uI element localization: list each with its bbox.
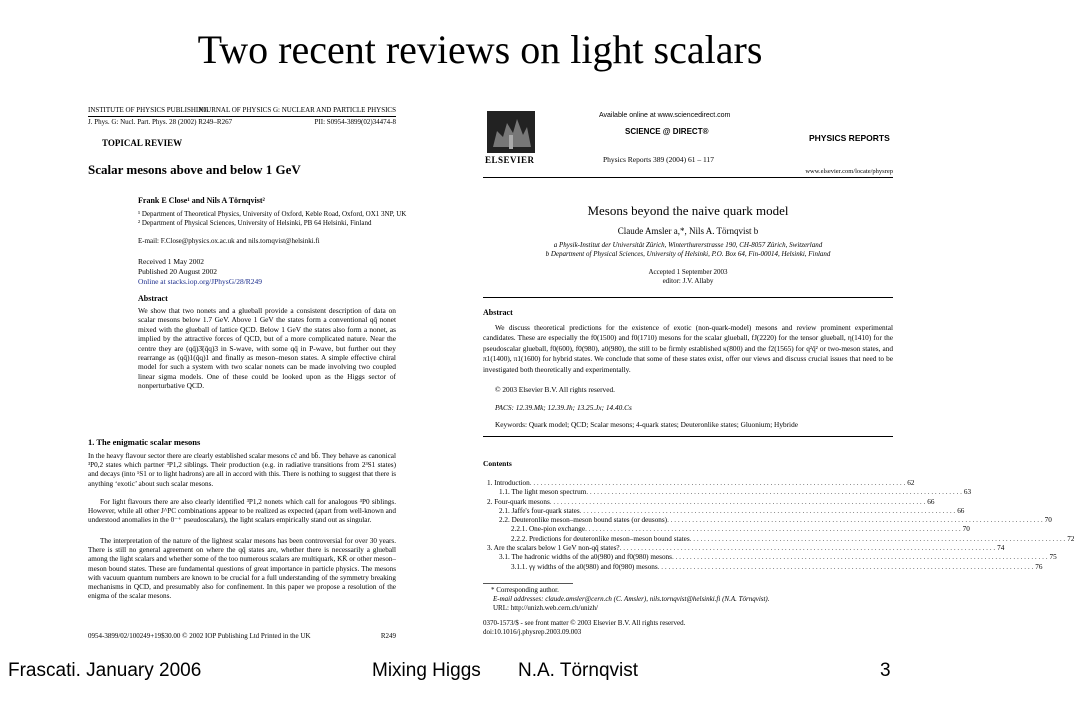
left-header-rule [88, 116, 396, 117]
footer-page-number: 3 [880, 660, 891, 681]
left-pii: PII: S0954-3899(02)34474-8 [314, 118, 396, 126]
toc-row[interactable] [487, 562, 1043, 572]
toc-page: 66 [927, 497, 935, 506]
physics-reports-logo: PHYSICS REPORTS [809, 133, 890, 143]
right-contents-heading: Contents [483, 459, 512, 468]
toc-title: 3.1.1. γγ widths of the a0(980) and f0(980) mesons [511, 562, 658, 571]
right-keywords: Keywords: Quark model; QCD; Scalar mesons; 4-quark states; Deuteronlike states; Gluonium; Hybride [495, 420, 798, 429]
toc-leader-dots: . . . . . . . . . . . . . . . . . . . . . . . . . . . . . . . . . . . . . . . . . . . . . . . . . . . . . . . . . . . . . . . . . . . . . . . . . . . . . . . . . . . . . . . . . . . . . . . . . . . . . . . . . [585, 525, 961, 534]
footer-event: Frascati. January 2006 [8, 660, 202, 681]
left-published: Published 20 August 2002 [138, 267, 217, 276]
toc-page: 70 [962, 525, 970, 534]
right-issn: 0370-1573/$ - see front matter © 2003 Elsevier B.V. All rights reserved. [483, 619, 686, 627]
left-body-para-2: For light flavours there are also clearly identified ³P1,2 nonets which call for analogous ³P0 siblings. However, while all other J^PC combinations appear to be realized as expected (apart from well-known and understood anomalies in the 0⁻⁺ pseudoscalars), the light scalars empirically stand out as singular. [88, 498, 396, 525]
left-journal: JOURNAL OF PHYSICS G: NUCLEAR AND PARTICLE PHYSICS [198, 106, 396, 114]
elsevier-tree-icon [487, 111, 535, 153]
left-affil-2: ² Department of Physical Sciences, University of Helsinki, PB 64 Helsinki, Finland [138, 219, 372, 227]
left-abstract-heading: Abstract [138, 294, 168, 303]
footer-author: N.A. Törnqvist [518, 660, 639, 681]
left-citation: J. Phys. G: Nucl. Part. Phys. 28 (2002) R249–R267 [88, 118, 233, 126]
toc-page: 62 [907, 479, 915, 487]
left-online-link[interactable]: Online at stacks.iop.org/JPhysG/28/R249 [138, 277, 263, 286]
left-paper-title: Scalar mesons above and below 1 GeV [88, 162, 301, 177]
left-received: Received 1 May 2002 [138, 257, 205, 266]
right-abstract: We discuss theoretical predictions for the existence of exotic (non-quark-model) mesons and review prominent experimental candidates. These are especially the f0(1500) and f0(1710) mesons for the scalar glueball, fJ(2220) for the tensor glueball, η(1410) for the pseudoscalar glueball, f0(600), f0(980), a0(980), the still to be firmly established κ(800) and the f2(1565) for q²q̄² or two-meson states, and π1(1400), π1(1600) for hybrid states. We conclude that some of these states exist, offer our views and discuss crucial issues that need to be investigated both theoretically and experimentally. [483, 323, 893, 374]
toc-title: 2.2.1. One-pion exchange [511, 525, 586, 534]
toc-row[interactable] [487, 534, 1074, 544]
left-body-para-1: In the heavy flavour sector there are clearly established scalar mesons cc̄ and bb̄. They behave as canonical ³P0,2 states which partner ³P1,2 siblings. Their production (e.g. in radiative transitions from 2³S1 states) and decays (into ¹S1 or to light hadrons) are all in accord with this. There is nothing to suggest that there is anything ‘exotic’ about such scalar mesons. [88, 452, 396, 488]
right-authors: Claude Amsler a,*, Nils A. Törnqvist b [617, 226, 759, 236]
right-paper-page [483, 105, 1074, 645]
left-page-footer: 0954-3899/02/100249+19$30.00 © 2002 IOP Publishing Ltd Printed in the UK [88, 632, 311, 640]
toc-page: 63 [963, 488, 972, 497]
toc-title: 3. Are the scalars below 1 GeV non-qq̄ states? [487, 544, 620, 553]
footnote-email: E-mail addresses: claude.amsler@cern.ch (C. Amsler), nils.tornqvist@helsinki.fi (N.A. Törnqvist). [493, 595, 770, 603]
right-editor: editor: J.V. Allaby [662, 277, 714, 285]
right-url: www.elsevier.com/locate/physrep [805, 168, 893, 175]
left-section-heading: 1. The enigmatic scalar mesons [88, 437, 201, 447]
left-authors: Frank E Close¹ and Nils A Törnqvist² [138, 196, 265, 205]
left-affil-1: ¹ Department of Theoretical Physics, University of Oxford, Keble Road, Oxford, OX1 3NP, UK [138, 210, 407, 218]
toc-page: 66 [957, 506, 965, 515]
toc-leader-dots: . . . . . . . . . . . . . . . . . . . . . . . . . . . . . . . . . . . . . . . . . . . . . . . . . . . . . . . . . . . . . . . . . . . . . . . . . . . . . . . . . . . . . . . . . . . . . . . . . . . . . . . . . [671, 553, 1048, 562]
footnote-corresponding: * Corresponding author. [491, 586, 559, 594]
toc-leader-dots: . . . . . . . . . . . . . . . . . . . . . . . . . . . . . . . . . . . . . . . . . . . . . . . . . . . . . . . . . . . . . . . . . . . . . . . . . . . . . . . . . . . . . . . . . . . . . . . . . . . . . . . . . [657, 562, 1034, 571]
left-page-number: R249 [380, 632, 396, 640]
slide-title: Two recent reviews on light scalars [197, 27, 763, 72]
toc-row[interactable] [487, 479, 915, 488]
right-available-online: Available online at www.sciencedirect.com [599, 112, 731, 119]
right-doi: doi:10.1016/j.physrep.2003.09.003 [483, 628, 582, 636]
elsevier-logo-text: ELSEVIER [485, 155, 535, 165]
toc-row[interactable] [487, 544, 1005, 553]
toc-leader-dots: . . . . . . . . . . . . . . . . . . . . . . . . . . . . . . . . . . . . . . . . . . . . . . . . . . . . . . . . . . . . . . . . . . . . . . . . . . . . . . . . . . . . . . . . . . . . . . . . . . . . . . . . . [619, 544, 996, 553]
toc-leader-dots: . . . . . . . . . . . . . . . . . . . . . . . . . . . . . . . . . . . . . . . . . . . . . . . . . . . . . . . . . . . . . . . . . . . . . . . . . . . . . . . . . . . . . . . . . . . . . . . . . . . . . . . . . [529, 479, 906, 487]
toc-title: 1. Introduction [487, 479, 530, 487]
toc-row[interactable] [487, 516, 1052, 525]
toc-title: 2.1. Jaffe's four-quark states [499, 506, 580, 515]
toc-row[interactable] [487, 553, 1057, 562]
left-publisher: INSTITUTE OF PHYSICS PUBLISHING [88, 106, 209, 114]
footnote-url: URL: http://unizh.web.cern.ch/unizh/ [493, 604, 598, 612]
toc-title: 3.1. The hadronic widths of the a0(980) and f0(980) mesons [499, 553, 672, 562]
toc-title: 2.2. Deuteronlike meson–meson bound states (or deusons) [499, 516, 668, 525]
toc-page: 76 [1035, 562, 1043, 571]
right-affil-a: a Physik-Institut der Universität Zürich, Winterthurerstrasse 190, CH-8057 Zürich, Switzerland [553, 241, 823, 249]
science-direct-logo: SCIENCE @ DIRECT® [625, 127, 709, 136]
toc-title: 2.2.2. Predictions for deuteronlike meson–meson bound states [511, 534, 690, 543]
toc-leader-dots: . . . . . . . . . . . . . . . . . . . . . . . . . . . . . . . . . . . . . . . . . . . . . . . . . . . . . . . . . . . . . . . . . . . . . . . . . . . . . . . . . . . . . . . . . . . . . . . . . . . . . . . . . [586, 488, 962, 497]
right-pacs: PACS: 12.39.Mk; 12.39.Jh; 13.25.Jx; 14.40.Cs [495, 403, 632, 412]
right-abstract-rule-bottom [483, 436, 893, 437]
left-abstract: We show that two nonets and a glueball provide a consistent description of data on scalar mesons below 1.7 GeV. Above 1 GeV the states form a conventional qq̄ nonet mixed with the glueball of lattice QCD. Below 1 GeV the states also form a nonet, as implied by the attractive forces of QCD, but of a more complicated nature. Near the centre they are (qq̄)3̄(q̄q)3 in S-wave, with some qq̄ in P-wave, but further out they rearrange as (qq̄)1(q̄q)1 and finally as meson–meson states. A simple effective chiral model for such a system with two scalar nonets can be made involving two coupled linear sigma models. One of these could be looked upon as the Higgs sector of nonperturbative QCD. [138, 306, 396, 391]
toc-leader-dots: . . . . . . . . . . . . . . . . . . . . . . . . . . . . . . . . . . . . . . . . . . . . . . . . . . . . . . . . . . . . . . . . . . . . . . . . . . . . . . . . . . . . . . . . . . . . . . . . . . . . . . . . . [667, 516, 1043, 525]
toc-leader-dots: . . . . . . . . . . . . . . . . . . . . . . . . . . . . . . . . . . . . . . . . . . . . . . . . . . . . . . . . . . . . . . . . . . . . . . . . . . . . . . . . . . . . . . . . . . . . . . . . . . . . . . . . . [689, 534, 1066, 543]
toc-page: 70 [1044, 516, 1052, 525]
toc-row[interactable] [487, 506, 965, 516]
footnote-rule [483, 583, 573, 584]
left-review-type: TOPICAL REVIEW [102, 138, 183, 148]
toc-title: 1.1. The light meson spectrum [499, 488, 587, 497]
toc-row[interactable] [487, 488, 972, 497]
right-header-rule [483, 177, 893, 178]
left-paper-page [88, 100, 407, 645]
toc-row[interactable] [487, 525, 970, 534]
toc-page: 75 [1049, 553, 1057, 562]
right-paper-title: Mesons beyond the naive quark model [587, 203, 789, 218]
right-copyright: © 2003 Elsevier B.V. All rights reserved. [495, 385, 615, 394]
left-body-para-3: The interpretation of the nature of the lightest scalar mesons has been controversial for over 30 years. There is still no general agreement on where the qq̄ states are, whether there is necessarily a glueball among the light scalars and whether some of the too numerous scalars are multiquark, KK̄ or other meson–meson bound states. These are fundamental questions of great importance in particle physics. The mesons with vacuum quantum numbers are known to be crucial for a full understanding of the symmetry breaking mechanisms in QCD, and presumably also for confinement. In this paper we propose a resolution of the enigma of the scalar mesons. [88, 537, 396, 601]
right-abstract-rule-top [483, 297, 893, 298]
toc-page: 74 [997, 544, 1005, 553]
toc-leader-dots: . . . . . . . . . . . . . . . . . . . . . . . . . . . . . . . . . . . . . . . . . . . . . . . . . . . . . . . . . . . . . . . . . . . . . . . . . . . . . . . . . . . . . . . . . . . . . . . . . . . . . . . . . [579, 506, 956, 515]
right-citation: Physics Reports 389 (2004) 61 – 117 [603, 155, 714, 164]
right-affil-b: b Department of Physical Sciences, University of Helsinki, P.O. Box 64, Fin-00014, Helsinki, Finland [545, 250, 831, 258]
footer-talk-title: Mixing Higgs [372, 660, 481, 681]
toc-title: 2. Four-quark mesons [487, 497, 550, 506]
toc-leader-dots: . . . . . . . . . . . . . . . . . . . . . . . . . . . . . . . . . . . . . . . . . . . . . . . . . . . . . . . . . . . . . . . . . . . . . . . . . . . . . . . . . . . . . . . . . . . . . . . . . . . . . . . . . [549, 497, 926, 506]
table-of-contents [487, 479, 1074, 572]
toc-row[interactable] [487, 497, 935, 507]
right-abstract-heading: Abstract [483, 308, 513, 317]
left-email: E-mail: F.Close@physics.ox.ac.uk and nils.tornqvist@helsinki.fi [138, 237, 320, 245]
toc-page: 72 [1067, 534, 1074, 543]
right-accepted: Accepted 1 September 2003 [648, 268, 728, 276]
